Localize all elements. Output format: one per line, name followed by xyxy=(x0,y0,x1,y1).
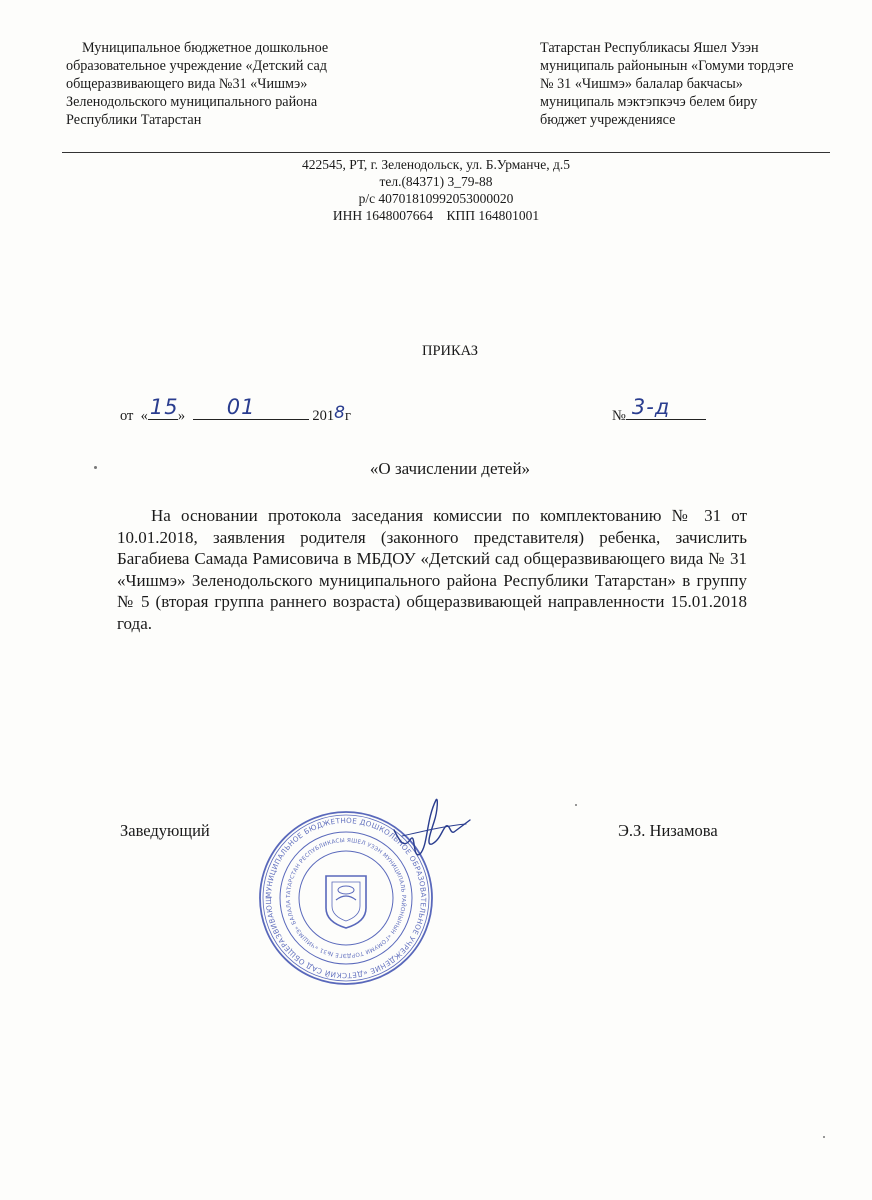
stamp-inner-text: ТАТАРСТАН РЕСПУБЛИКАСЫ ЯШЕЛ УЗЭН МУНИЦИПАЛЬ РАЙОНЫНЫН «ГОМУМИ ТОРДЭГЕ №31 «ЧИШМЭ» БАЛАЛА xyxy=(285,837,407,959)
day-close-quote: » xyxy=(177,408,186,424)
coat-of-arms-icon xyxy=(326,876,366,928)
header-right-line: муниципаль районынын «Гомуми тордэге xyxy=(540,58,794,74)
year-handwritten: 8 xyxy=(334,403,345,423)
header-left-line: общеразвивающего вида №31 «Чишмэ» xyxy=(66,76,308,92)
address-line: 422545, РТ, г. Зеленодольск, ул. Б.Урманче, д.5 xyxy=(302,157,570,172)
header-left-line: Муниципальное бюджетное дошкольное xyxy=(82,40,329,56)
order-body xyxy=(117,505,747,634)
header-right-tt xyxy=(540,39,794,129)
header-left-ru xyxy=(66,39,328,129)
day-field xyxy=(148,395,179,420)
year-field xyxy=(312,403,351,424)
header-left-line: Республики Татарстан xyxy=(66,112,202,128)
signature-icon xyxy=(380,790,480,880)
account-line: р/с 40701810992053000020 xyxy=(358,191,514,206)
scan-speck xyxy=(94,466,97,469)
scan-speck xyxy=(823,1136,825,1138)
order-date xyxy=(120,395,351,425)
year-suffix: г xyxy=(344,408,351,424)
signatory-name: Э.З. Низамова xyxy=(618,821,718,840)
order-body-text: На основании протокола заседания комиссии по комплектованию № 31 от 10.01.2018, заявления родителя (законного представителя) ребенка, зачислить Багабиева Самада Рамисовича в МБДОУ «Детский сад общеразвивающего вида № 31 «Чишмэ» Зеленодольского муниципального района Республики Татарстан» в группу № 5 (вторая группа раннего возраста) общеразвивающей направленности 15.01.2018 года. xyxy=(117,506,747,633)
order-subject: «О зачислении детей» xyxy=(369,459,531,478)
header-right-line: Татарстан Республикасы Яшел Узэн xyxy=(540,40,759,56)
address-block xyxy=(0,156,872,224)
signatory-position: Заведующий xyxy=(120,821,210,840)
year-printed: 201 xyxy=(312,408,335,424)
number-handwritten: 3-д xyxy=(631,395,671,419)
order-number xyxy=(612,395,706,425)
handwritten-signature xyxy=(380,790,480,885)
month-handwritten: 01 xyxy=(226,395,256,419)
document-title: ПРИКАЗ xyxy=(421,343,479,359)
month-field xyxy=(193,395,309,420)
day-open-quote: « xyxy=(140,408,148,424)
scan-speck xyxy=(575,804,577,806)
number-field xyxy=(626,395,706,420)
header-right-line: муниципаль мэктэпкэчэ белем биру xyxy=(540,94,758,110)
header-divider xyxy=(62,152,830,153)
number-label: № xyxy=(612,408,626,424)
header-left-line: образовательное учреждение «Детский сад xyxy=(66,58,328,74)
phone-line: тел.(84371) 3_79-88 xyxy=(379,174,493,189)
header-left-line: Зеленодольского муниципального района xyxy=(66,94,318,110)
stamp-outer-text: МУНИЦИПАЛЬНОЕ БЮДЖЕТНОЕ ДОШКОЛЬНОЕ ОБРАЗОВАТЕЛЬНОЕ УЧРЕЖДЕНИЕ «ДЕТСКИЙ САД ОБЩЕРАЗВИВАЮЩ xyxy=(263,815,429,981)
inn-kpp-line: ИНН 1648007664 КПП 164801001 xyxy=(332,208,540,223)
date-prefix: от xyxy=(120,408,134,424)
day-handwritten: 15 xyxy=(149,395,179,419)
header-right-line: бюджет учреждениясе xyxy=(540,112,676,128)
header-right-line: № 31 «Чишмэ» балалар бакчасы» xyxy=(540,76,743,92)
